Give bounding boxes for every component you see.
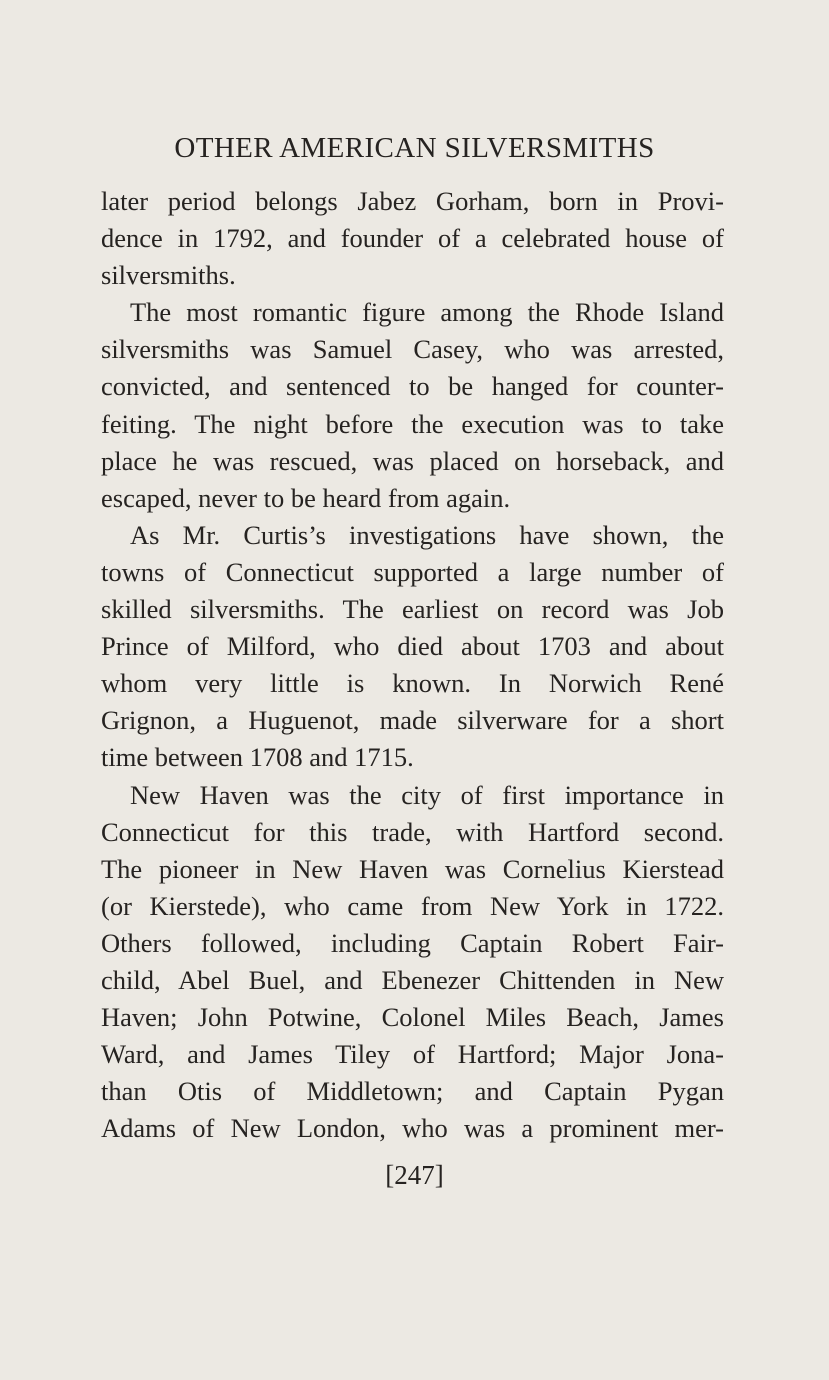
text-line: Connecticut for this trade, with Hartford second. [101, 816, 724, 847]
text-line: Adams of New London, who was a prominent mer- [101, 1113, 724, 1144]
page-number: [247] [385, 1160, 444, 1190]
text-line: The pioneer in New Haven was Cornelius Kierstead [101, 853, 724, 884]
text-line: later period belongs Jabez Gorham, born in Provi- [101, 186, 724, 216]
text-line: whom very little is known. In Norwich René [101, 668, 724, 699]
text-line: Ward, and James Tiley of Hartford; Major Jona- [101, 1039, 724, 1070]
text-line: Grignon, a Huguenot, made silverware for a short [101, 705, 724, 736]
text-line: dence in 1792, and founder of a celebrated house of [101, 223, 724, 254]
text-line: (or Kierstede), who came from New York in 1722. [101, 890, 724, 921]
running-head: OTHER AMERICAN SILVERSMITHS [174, 132, 655, 164]
paragraph-first-line: As Mr. Curtis’s investigations have shown, the [130, 519, 724, 550]
text-line: skilled silversmiths. The earliest on record was Job [101, 594, 724, 625]
text-line: towns of Connecticut supported a large number of [101, 556, 724, 587]
text-line: escaped, never to be heard from again. [101, 482, 511, 513]
paragraph-first-line: The most romantic figure among the Rhode Island [130, 297, 724, 328]
paragraph-first-line: New Haven was the city of first importance in [130, 779, 724, 810]
text-line: time between 1708 and 1715. [101, 742, 414, 773]
text-line: place he was rescued, was placed on horseback, and [101, 445, 724, 476]
text-line: feiting. The night before the execution was to take [101, 408, 724, 439]
text-line: Haven; John Potwine, Colonel Miles Beach, James [101, 1002, 724, 1033]
body-text [101, 183, 724, 1147]
text-line: than Otis of Middletown; and Captain Pygan [101, 1076, 724, 1107]
text-line: Others followed, including Captain Robert Fair- [101, 927, 724, 958]
text-line: convicted, and sentenced to be hanged for counter- [101, 371, 724, 402]
text-line: silversmiths was Samuel Casey, who was arrested, [101, 334, 724, 365]
text-line: child, Abel Buel, and Ebenezer Chittenden in New [101, 964, 724, 995]
text-line: Prince of Milford, who died about 1703 and about [101, 631, 724, 662]
text-line: silversmiths. [101, 260, 236, 291]
